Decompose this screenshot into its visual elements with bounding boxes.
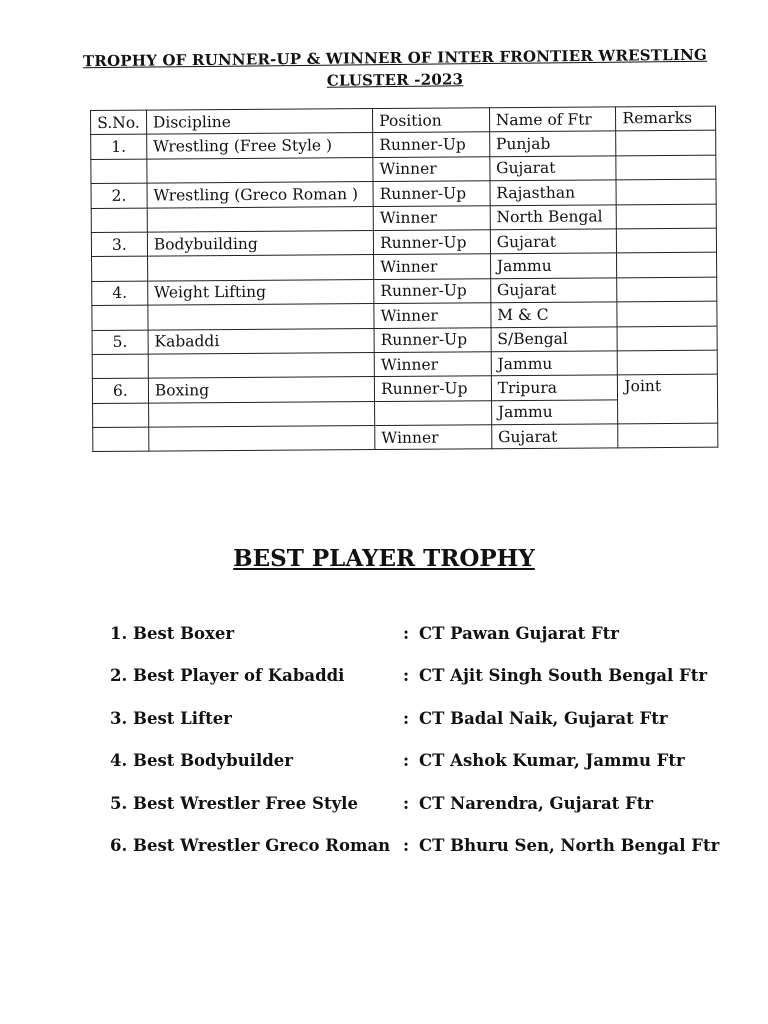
award-category: Best Boxer bbox=[133, 624, 235, 643]
cell-position: Runner-Up bbox=[374, 327, 491, 352]
cell-sno: 4. bbox=[92, 281, 148, 306]
cell-name-of-ftr: Jammu bbox=[491, 400, 618, 425]
cell-remarks: Joint bbox=[618, 374, 718, 423]
award-item bbox=[110, 666, 730, 708]
cell-discipline: Weight Lifting bbox=[148, 279, 374, 305]
cell-name-of-ftr: Rajasthan bbox=[490, 180, 617, 205]
cell-sno bbox=[93, 403, 149, 428]
cell-remarks bbox=[617, 228, 717, 253]
award-item bbox=[110, 709, 730, 751]
cell-discipline bbox=[147, 206, 373, 232]
award-item bbox=[110, 836, 730, 878]
cell-remarks bbox=[616, 155, 716, 180]
award-winner: CT Badal Naik, Gujarat Ftr bbox=[419, 708, 668, 728]
award-winner: CT Bhuru Sen, North Bengal Ftr bbox=[419, 835, 720, 855]
header-remarks: Remarks bbox=[616, 106, 716, 131]
cell-position: Winner bbox=[374, 303, 491, 328]
award-separator: : bbox=[403, 708, 410, 728]
award-winner: CT Ashok Kumar, Jammu Ftr bbox=[419, 751, 685, 771]
cell-discipline bbox=[149, 426, 375, 452]
table-row-boxing-runnerup bbox=[92, 374, 717, 403]
cell-position: Winner bbox=[375, 425, 492, 450]
cell-name-of-ftr: S/Bengal bbox=[491, 326, 618, 351]
cell-discipline: Bodybuilding bbox=[147, 230, 373, 256]
cell-discipline: Kabaddi bbox=[148, 328, 374, 354]
award-separator: : bbox=[403, 666, 410, 686]
cell-sno bbox=[92, 305, 148, 330]
award-separator: : bbox=[403, 624, 410, 643]
cell-discipline bbox=[148, 304, 374, 330]
award-item bbox=[110, 624, 730, 666]
cell-name-of-ftr: Gujarat bbox=[490, 229, 617, 254]
cell-position: Winner bbox=[373, 205, 490, 230]
cell-name-of-ftr: Jammu bbox=[491, 351, 618, 376]
document-title-line1: TROPHY OF RUNNER-UP & WINNER OF INTER FRONTIER WRESTLING bbox=[82, 45, 708, 71]
cell-name-of-ftr: Tripura bbox=[491, 375, 618, 400]
cell-remarks bbox=[618, 350, 718, 375]
cell-position: Winner bbox=[374, 352, 491, 377]
award-category: Best Wrestler Free Style bbox=[133, 793, 358, 813]
cell-remarks bbox=[617, 301, 717, 326]
award-winner: CT Pawan Gujarat Ftr bbox=[419, 624, 619, 643]
cell-sno bbox=[91, 159, 147, 184]
cell-sno bbox=[92, 256, 148, 281]
cell-remarks bbox=[616, 179, 716, 204]
trophy-table bbox=[90, 106, 718, 453]
award-number: 4. bbox=[110, 751, 128, 771]
cell-discipline: Wrestling (Greco Roman ) bbox=[147, 182, 373, 208]
cell-position: Runner-Up bbox=[374, 278, 491, 303]
cell-name-of-ftr: Gujarat bbox=[490, 278, 617, 303]
cell-remarks bbox=[617, 326, 717, 351]
cell-discipline bbox=[148, 401, 374, 427]
cell-sno: 5. bbox=[92, 330, 148, 355]
cell-name-of-ftr: Jammu bbox=[490, 253, 617, 278]
award-number: 2. bbox=[110, 666, 128, 686]
cell-name-of-ftr: North Bengal bbox=[490, 204, 617, 229]
cell-remarks bbox=[618, 423, 718, 448]
award-category: Best Player of Kabaddi bbox=[133, 666, 345, 686]
document-title-line2: CLUSTER -2023 bbox=[326, 70, 464, 90]
award-category: Best Lifter bbox=[133, 708, 232, 728]
award-winner: CT Ajit Singh South Bengal Ftr bbox=[419, 666, 708, 686]
cell-position: Winner bbox=[373, 156, 490, 181]
award-number: 5. bbox=[110, 793, 128, 813]
cell-sno: 2. bbox=[91, 183, 147, 208]
cell-position bbox=[375, 400, 492, 425]
cell-discipline bbox=[147, 255, 373, 281]
header-name-of-ftr: Name of Ftr bbox=[489, 107, 616, 132]
award-winner: CT Narendra, Gujarat Ftr bbox=[419, 793, 654, 813]
cell-sno bbox=[91, 208, 147, 233]
cell-position: Runner-Up bbox=[373, 132, 490, 157]
cell-discipline: Wrestling (Free Style ) bbox=[147, 133, 373, 159]
cell-sno bbox=[93, 427, 149, 452]
award-number: 6. bbox=[110, 835, 128, 855]
award-separator: : bbox=[403, 793, 410, 813]
cell-name-of-ftr: Gujarat bbox=[491, 424, 618, 449]
cell-discipline bbox=[147, 157, 373, 183]
cell-sno: 1. bbox=[91, 134, 147, 159]
cell-position: Runner-Up bbox=[373, 230, 490, 255]
cell-position: Runner-Up bbox=[373, 181, 490, 206]
cell-remarks bbox=[617, 277, 717, 302]
award-item bbox=[110, 751, 730, 793]
best-player-heading: BEST PLAYER TROPHY bbox=[233, 545, 535, 572]
best-player-list bbox=[110, 624, 730, 878]
cell-position: Winner bbox=[374, 254, 491, 279]
table-row-boxing-winner bbox=[93, 423, 718, 452]
award-separator: : bbox=[403, 751, 410, 771]
cell-sno bbox=[92, 354, 148, 379]
cell-name-of-ftr: Gujarat bbox=[490, 156, 617, 181]
cell-discipline: Boxing bbox=[148, 377, 374, 403]
cell-remarks bbox=[617, 204, 717, 229]
award-category: Best Wrestler Greco Roman bbox=[133, 835, 391, 855]
cell-remarks bbox=[616, 131, 716, 156]
cell-name-of-ftr: Punjab bbox=[489, 131, 616, 156]
header-position: Position bbox=[373, 108, 490, 133]
cell-discipline bbox=[148, 352, 374, 378]
cell-position: Runner-Up bbox=[374, 376, 491, 401]
award-number: 3. bbox=[110, 708, 128, 728]
cell-sno: 3. bbox=[91, 232, 147, 257]
cell-name-of-ftr: M & C bbox=[491, 302, 618, 327]
header-discipline: Discipline bbox=[146, 109, 372, 135]
award-number: 1. bbox=[110, 624, 128, 643]
header-sno: S.No. bbox=[91, 110, 147, 135]
award-item bbox=[110, 794, 730, 836]
table-body bbox=[91, 131, 718, 452]
award-separator: : bbox=[403, 835, 410, 855]
cell-remarks bbox=[617, 252, 717, 277]
award-category: Best Bodybuilder bbox=[133, 751, 293, 771]
cell-sno: 6. bbox=[92, 378, 148, 403]
